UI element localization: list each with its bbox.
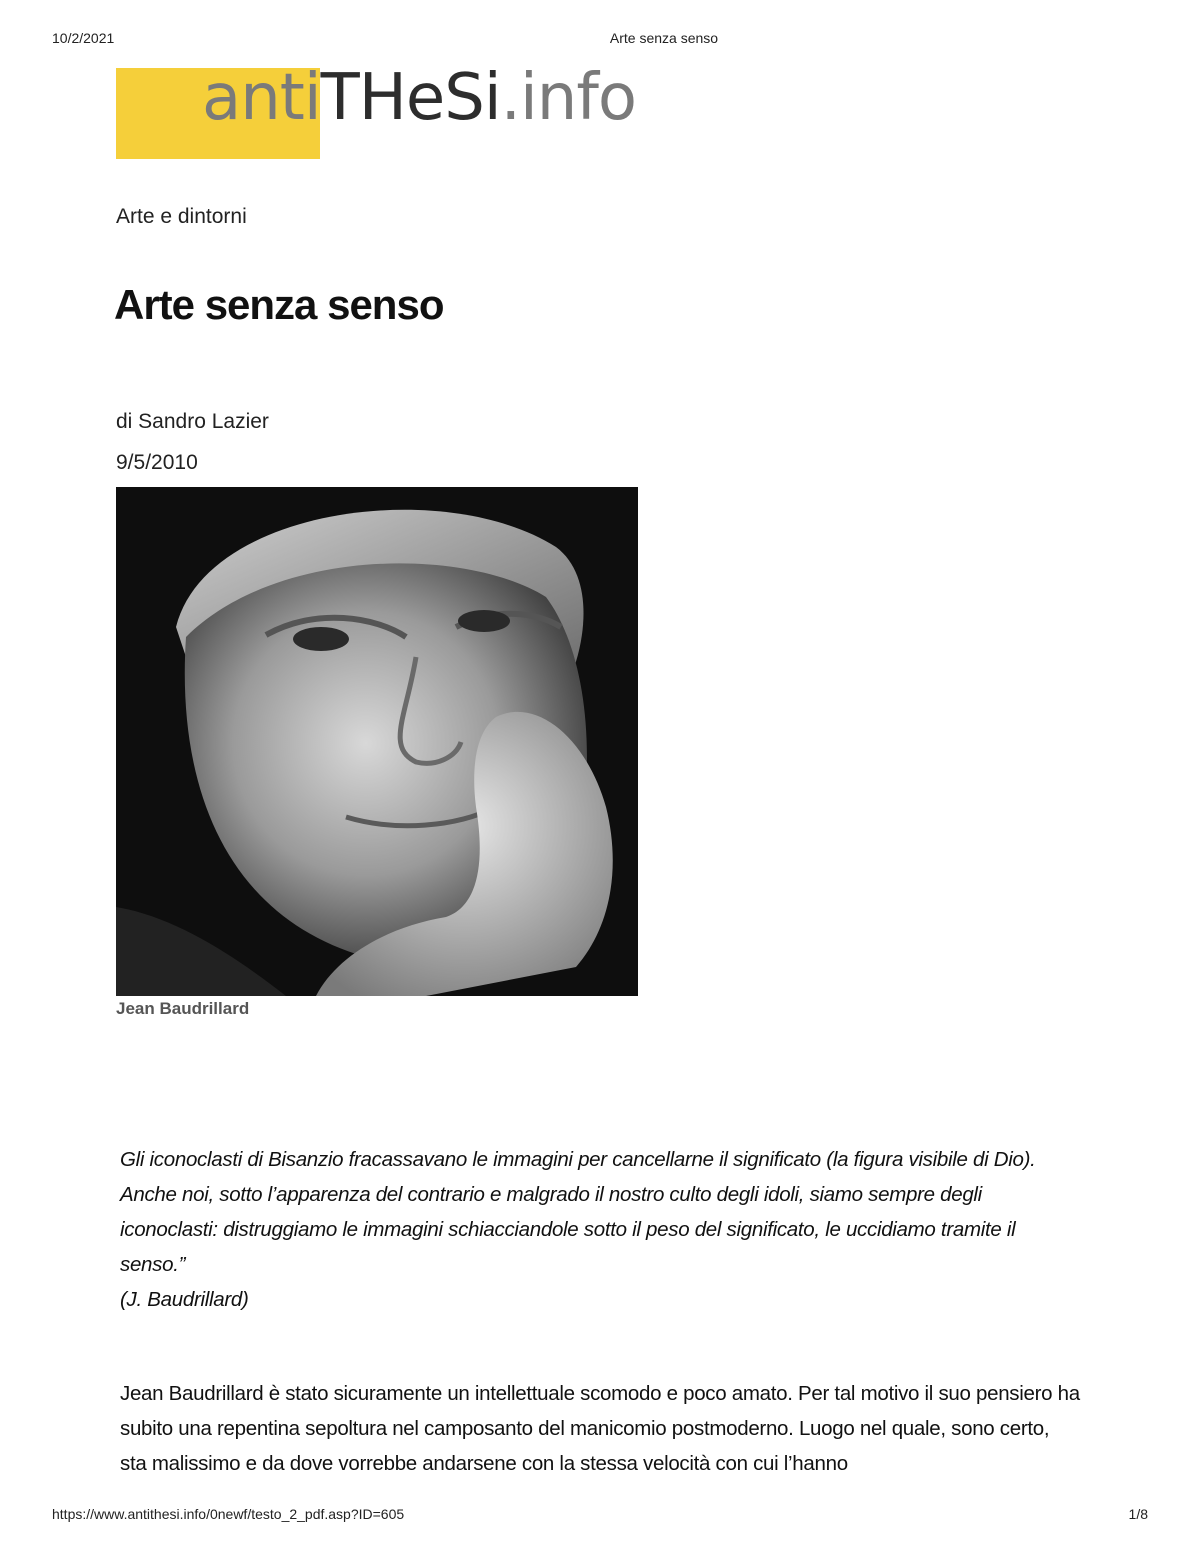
- article-title: Arte senza senso: [114, 281, 444, 328]
- article-category[interactable]: Arte e dintorni: [116, 205, 247, 228]
- article-author: di Sandro Lazier: [116, 410, 269, 433]
- print-date: 10/2/2021: [52, 30, 115, 46]
- print-footer: [0, 1506, 1200, 1526]
- logo-part-info: .info: [500, 61, 637, 135]
- print-url: https://www.antithesi.info/0newf/testo_2_pdf.asp?ID=605: [52, 1506, 405, 1522]
- print-header: [0, 30, 1200, 50]
- quote-line-2: Anche noi, sotto l’apparenza del contrario e malgrado il nostro culto degli idoli, siamo sempre degli iconoclasti: distruggiamo le immagini schiacciandole sotto il peso del significato, le uccidiamo tramite il senso.”: [120, 1183, 1016, 1276]
- logo-part-thesi: THeSi: [320, 61, 501, 135]
- body-paragraph: Jean Baudrillard è stato sicuramente un intellettuale scomodo e poco amato. Per tal motivo il suo pensiero ha subito una repentina sepoltura nel camposanto del manicomio postmoderno. Luogo nel quale, sono certo, sta malissimo e da dove vorrebbe andarsene con la stessa velocità con cui l’hanno: [120, 1382, 1080, 1475]
- article-body: [120, 1376, 1080, 1481]
- portrait-photo: [116, 487, 638, 996]
- logo-part-anti: anti: [202, 61, 321, 135]
- logo-wordmark: [202, 61, 637, 135]
- quote-attribution: (J. Baudrillard): [120, 1288, 249, 1311]
- blockquote: [120, 1142, 1080, 1317]
- image-caption: Jean Baudrillard: [116, 999, 250, 1018]
- print-title: Arte senza senso: [609, 30, 719, 46]
- quote-line-1: Gli iconoclasti di Bisanzio fracassavano le immagini per cancellarne il significato (la figura visibile di Dio).: [120, 1148, 1036, 1171]
- print-page-number: 1/8: [1128, 1506, 1148, 1522]
- site-logo[interactable]: [116, 61, 676, 160]
- article-date: 9/5/2010: [116, 451, 198, 474]
